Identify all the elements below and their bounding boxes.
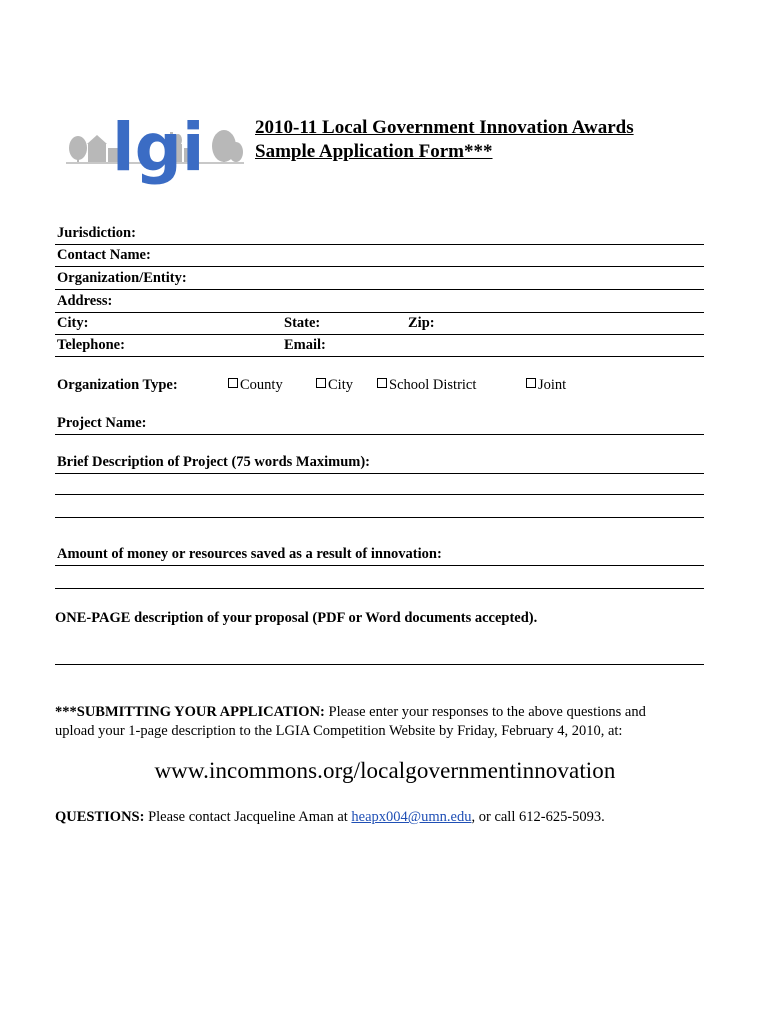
- state-label: State:: [284, 315, 321, 331]
- description-line-3[interactable]: [55, 517, 704, 518]
- zip-label: Zip:: [408, 315, 435, 331]
- joint-checkbox[interactable]: [526, 378, 536, 388]
- brief-description-label: Brief Description of Project (75 words Maximum):: [57, 454, 371, 470]
- city-state-zip-row[interactable]: [55, 312, 704, 335]
- project-name-label: Project Name:: [57, 415, 147, 431]
- organization-label: Organization/Entity:: [57, 270, 187, 286]
- address-field[interactable]: [55, 290, 704, 313]
- organization-field[interactable]: [55, 267, 704, 290]
- option-joint[interactable]: [526, 377, 566, 394]
- email-label: Email:: [284, 337, 326, 353]
- contact-name-field[interactable]: [55, 244, 704, 267]
- description-line-2[interactable]: [55, 494, 704, 495]
- project-name-field[interactable]: [55, 412, 704, 435]
- title-line-2: Sample Application Form***: [255, 141, 493, 162]
- logo-text: lgi: [112, 109, 205, 186]
- telephone-email-row[interactable]: [55, 334, 704, 357]
- city-label: City:: [57, 315, 89, 331]
- contact-email-link[interactable]: heapx004@umn.edu: [351, 809, 472, 825]
- jurisdiction-label: Jurisdiction:: [57, 225, 136, 241]
- submitting-text-1: Please enter your responses to the above questions and: [324, 704, 646, 720]
- option-city[interactable]: [316, 377, 353, 394]
- competition-website: www.incommons.org/localgovernmentinnovation: [154, 758, 616, 783]
- questions-heading: QUESTIONS:: [55, 809, 145, 825]
- option-county[interactable]: [228, 377, 283, 394]
- submitting-text-2: upload your 1-page description to the LGIA Competition Website by Friday, February 4, 2010, at:: [55, 723, 623, 739]
- questions-suffix: , or call 612-625-5093.: [471, 809, 605, 825]
- amount-saved-field[interactable]: [55, 543, 704, 566]
- organization-type-label: Organization Type:: [57, 377, 178, 393]
- questions-paragraph: [55, 808, 705, 827]
- submitting-paragraph: [55, 703, 705, 741]
- questions-text: Please contact Jacqueline Aman at: [144, 809, 352, 825]
- brief-description-field[interactable]: [55, 451, 704, 474]
- city-checkbox[interactable]: [316, 378, 326, 388]
- joint-option-label: Joint: [538, 377, 567, 393]
- address-label: Address:: [57, 293, 113, 309]
- city-option-label: City: [328, 377, 353, 393]
- school-district-checkbox[interactable]: [377, 378, 387, 388]
- title-line-1: 2010-11 Local Government Innovation Awards: [255, 117, 634, 138]
- contact-name-label: Contact Name:: [57, 247, 151, 263]
- county-checkbox[interactable]: [228, 378, 238, 388]
- option-school-district[interactable]: [377, 377, 476, 394]
- county-option-label: County: [240, 377, 283, 393]
- one-page-instruction: ONE-PAGE description of your proposal (PDF or Word documents accepted).: [55, 610, 538, 626]
- amount-saved-line-2[interactable]: [55, 588, 704, 589]
- organization-type-row: [55, 377, 704, 397]
- telephone-label: Telephone:: [57, 337, 125, 353]
- one-page-line[interactable]: [55, 664, 704, 665]
- lgi-logo: [66, 104, 244, 186]
- form-title: [255, 116, 634, 164]
- jurisdiction-field[interactable]: [55, 222, 704, 245]
- school-district-option-label: School District: [389, 377, 477, 393]
- amount-saved-label: Amount of money or resources saved as a result of innovation:: [57, 546, 442, 562]
- submitting-heading: ***SUBMITTING YOUR APPLICATION:: [55, 704, 325, 720]
